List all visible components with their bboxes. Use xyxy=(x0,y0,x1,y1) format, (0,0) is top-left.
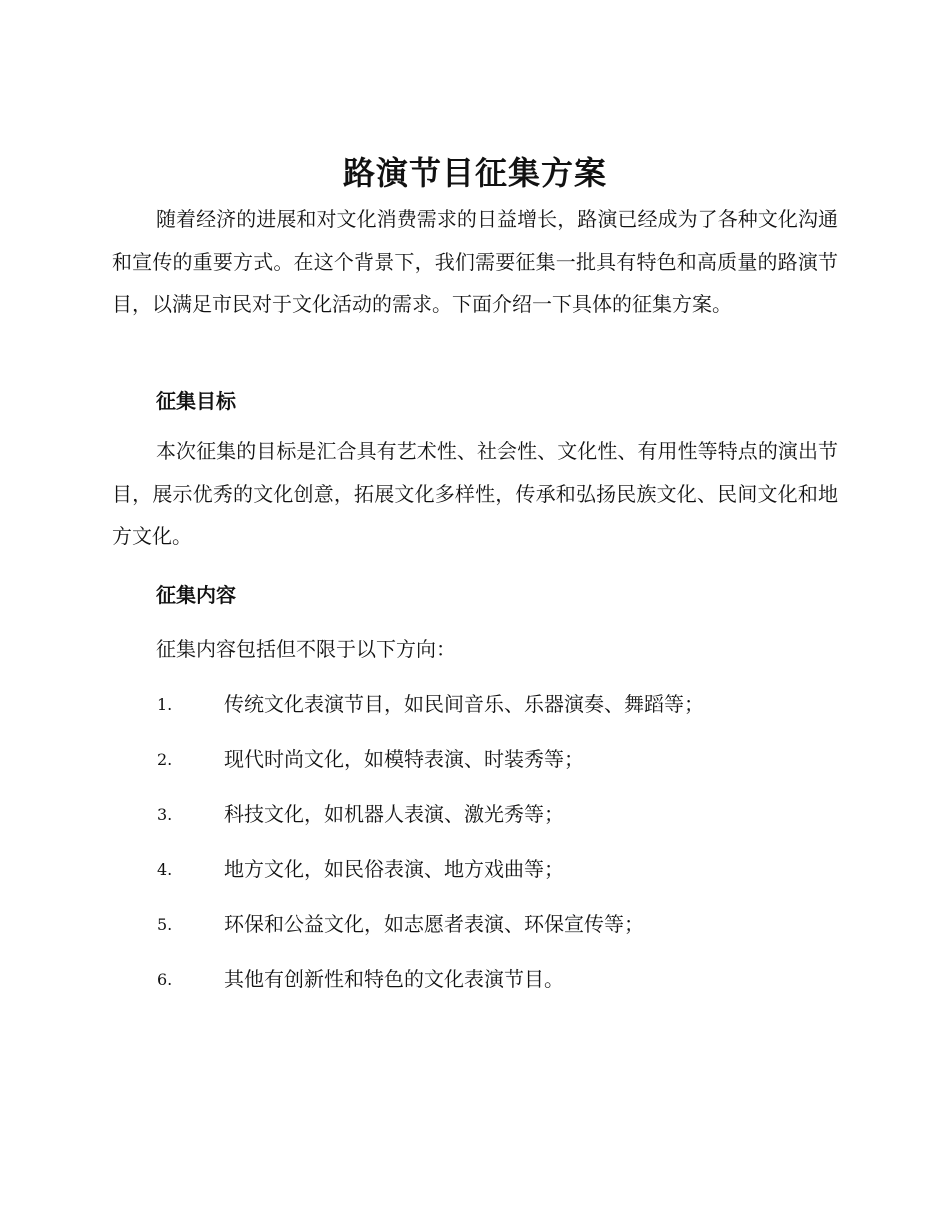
list-item xyxy=(0,963,950,1018)
section-heading-content: 征集内容 xyxy=(156,583,236,607)
list-item-text: 环保和公益文化，如志愿者表演、环保宣传等； xyxy=(224,912,644,936)
list-item-text: 其他有创新性和特色的文化表演节目。 xyxy=(224,967,564,991)
list-item-text: 科技文化，如机器人表演、激光秀等； xyxy=(224,802,564,826)
list-item-number: 1. xyxy=(157,695,173,714)
list-item xyxy=(0,908,950,963)
list-item-text: 现代时尚文化，如模特表演、时装秀等； xyxy=(224,747,584,771)
content-list xyxy=(0,688,950,1018)
list-item xyxy=(0,853,950,908)
list-item-number: 2. xyxy=(157,750,173,769)
list-item-number: 4. xyxy=(157,860,173,879)
content-lead-text: 征集内容包括但不限于以下方向： xyxy=(156,637,456,661)
list-item xyxy=(0,798,950,853)
list-item-number: 3. xyxy=(157,805,173,824)
document-title: 路演节目征集方案 xyxy=(342,154,607,192)
list-item-text: 地方文化，如民俗表演、地方戏曲等； xyxy=(224,857,564,881)
list-item-number: 6. xyxy=(157,970,173,989)
goal-paragraph: 本次征集的目标是汇合具有艺术性、社会性、文化性、有用性等特点的演出节目，展示优秀的文化创意，拓展文化多样性，传承和弘扬民族文化、民间文化和地方文化。 xyxy=(112,439,838,548)
intro-paragraph: 随着经济的进展和对文化消费需求的日益增长，路演已经成为了各种文化沟通和宣传的重要方式。在这个背景下，我们需要征集一批具有特色和高质量的路演节目，以满足市民对于文化活动的需求。下面介绍一下具体的征集方案。 xyxy=(112,207,838,316)
section-heading-goal: 征集目标 xyxy=(156,389,236,413)
list-item-number: 5. xyxy=(157,915,173,934)
list-item xyxy=(0,743,950,798)
list-item-text: 传统文化表演节目，如民间音乐、乐器演奏、舞蹈等； xyxy=(224,692,704,716)
list-item xyxy=(0,688,950,743)
